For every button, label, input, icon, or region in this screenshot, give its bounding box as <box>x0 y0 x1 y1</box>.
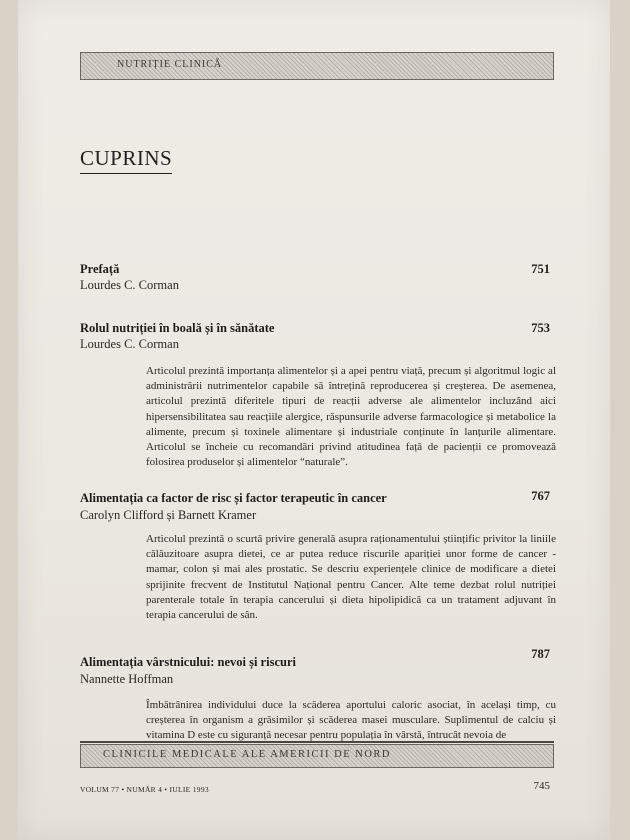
entry-page-number: 767 <box>531 489 550 503</box>
entry-page-number: 751 <box>531 262 550 276</box>
entry-page-number: 753 <box>531 321 550 335</box>
contents-heading: CUPRINS <box>80 146 172 174</box>
section-label: NUTRIȚIE CLINICĂ <box>117 59 223 70</box>
entry-abstract: Articolul prezintă importanța alimentelor și a apei pentru viață, precum și algoritmul logic al administrării nutrimentelor capabile să întrețină reproducerea și creșterea. De asemenea, articolul prezintă diferitele tipuri de reacții adverse ale alimentelor incluzând aici hipersensibilitatea sau reacțiile alergice, răspunsurile adverse farmacologice și metabolice la alimente, precum și toxinele alimentare și industriale conținute în lanțurile alimentare. Articolul se încheie cu recomandări privind atitudinea față de pacienții ce promovează folosirea produselor și alimentelor “naturale”. <box>146 365 556 469</box>
entry-author: Lourdes C. Corman <box>80 337 179 351</box>
volume-info: VOLUM 77 • NUMĂR 4 • IULIE 1993 <box>80 785 209 794</box>
entry-author: Nannette Hoffman <box>80 672 174 686</box>
journal-title: CLINICILE MEDICALE ALE AMERICII DE NORD <box>103 749 392 760</box>
entry-title: Alimentația ca factor de risc și factor terapeutic în cancer <box>80 491 387 505</box>
entry-title: Rolul nutriției în boală și în sănătate <box>80 321 275 335</box>
entry-title: Prefață <box>80 262 120 276</box>
entry-title: Alimentația vârstnicului: nevoi și riscuri <box>80 655 296 669</box>
entry-author: Lourdes C. Corman <box>80 278 179 292</box>
entry-page-number: 787 <box>531 647 550 661</box>
journal-page <box>18 0 610 840</box>
entry-abstract: Articolul prezintă o scurtă privire generală asupra raționamentului științific privitor la liniile călăuzitoare asupra dietei, ce ar putea reduce riscurile apariției unor forme de cancer - mamar, colon și mai ales prostatic. Se descriu experiențele clinice de modificare a dietei sprijinite frecvent de Institutul Național pentru Cancer. Alte teme dezbat rolul nutriției parenterale totale în terapia cancerului și dieta hipolipidică ca un tratament adjuvant în terapia cancerului de sân. <box>146 533 556 622</box>
journal-title-band <box>80 744 554 768</box>
entry-abstract: Îmbătrânirea individului duce la scăderea aportului caloric asociat, în același timp, cu creșterea în organism a grăsimilor și scăderea masei musculare. Suplimentul de calciu și vitamina D este cu siguranță necesar pentru populația în vârstă, întrucât nevoia de <box>146 699 556 742</box>
entry-author: Carolyn Clifford și Barnett Kramer <box>80 508 257 522</box>
section-header-band <box>80 52 554 80</box>
page-number: 745 <box>533 780 550 792</box>
